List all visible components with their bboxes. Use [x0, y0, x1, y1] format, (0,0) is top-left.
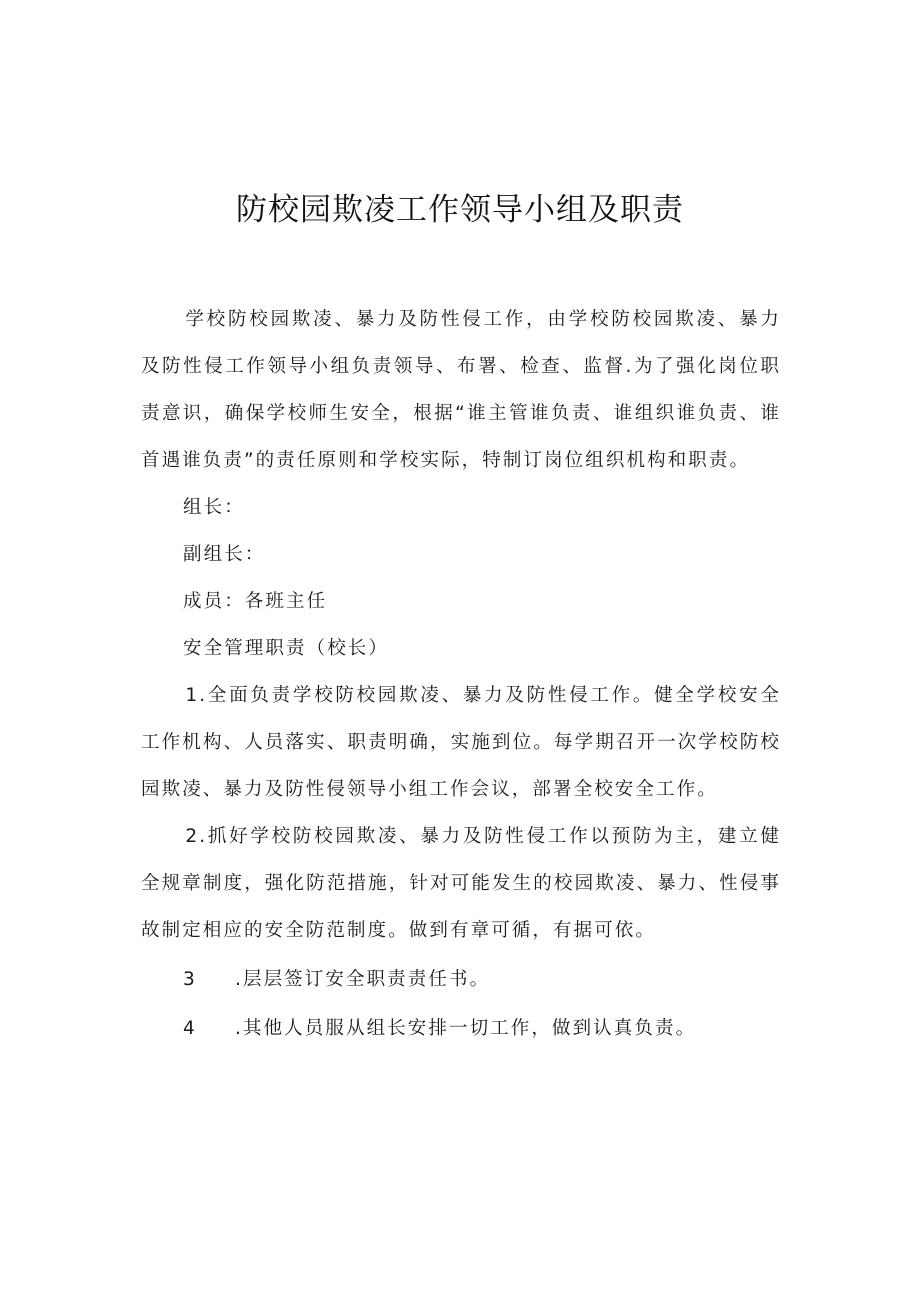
- intro-paragraph: 学校防校园欺凌、暴力及防性侵工作，由学校防校园欺凌、暴力及防性侵工作领导小组负责领导、布署、检查、监督.为了强化岗位职责意识，确保学校师生安全，根据“谁主管谁负责、谁组织谁负责、谁首遇谁负责”的责任原则和学校实际，特制订岗位组织机构和职责。: [141, 309, 781, 471]
- duty-item-3: [141, 956, 781, 1003]
- document-title: 防校园欺凌工作领导小组及职责: [236, 192, 684, 228]
- leader-line: 组长：: [183, 497, 245, 518]
- duty-item-4: [141, 1005, 781, 1052]
- duty-item-3-text: .层层签订安全职责责任书。: [235, 969, 491, 990]
- document-body: [141, 296, 781, 1052]
- duty-item-3-number: 3: [183, 969, 197, 990]
- members-line: 成员：各班主任: [183, 591, 328, 612]
- section-heading: 安全管理职责（校长）: [183, 638, 390, 659]
- duty-item-4-text: .其他人员服从组长安排一切工作，做到认真负责。: [235, 1018, 697, 1039]
- duty-item-2: 2.抓好学校防校园欺凌、暴力及防性侵工作以预防为主，建立健全规章制度，强化防范措施，针对可能发生的校园欺凌、暴力、性侵事故制定相应的安全防范制度。做到有章可循，有据可依。: [141, 826, 781, 941]
- duty-item-4-number: 4: [183, 1018, 197, 1039]
- duty-item-1: 1.全面负责学校防校园欺凌、暴力及防性侵工作。健全学校安全工作机构、人员落实、职责明确，实施到位。每学期召开一次学校防校园欺凌、暴力及防性侵领导小组工作会议，部署全校安全工作。: [141, 685, 781, 800]
- deputy-leader-line: 副组长：: [183, 544, 266, 565]
